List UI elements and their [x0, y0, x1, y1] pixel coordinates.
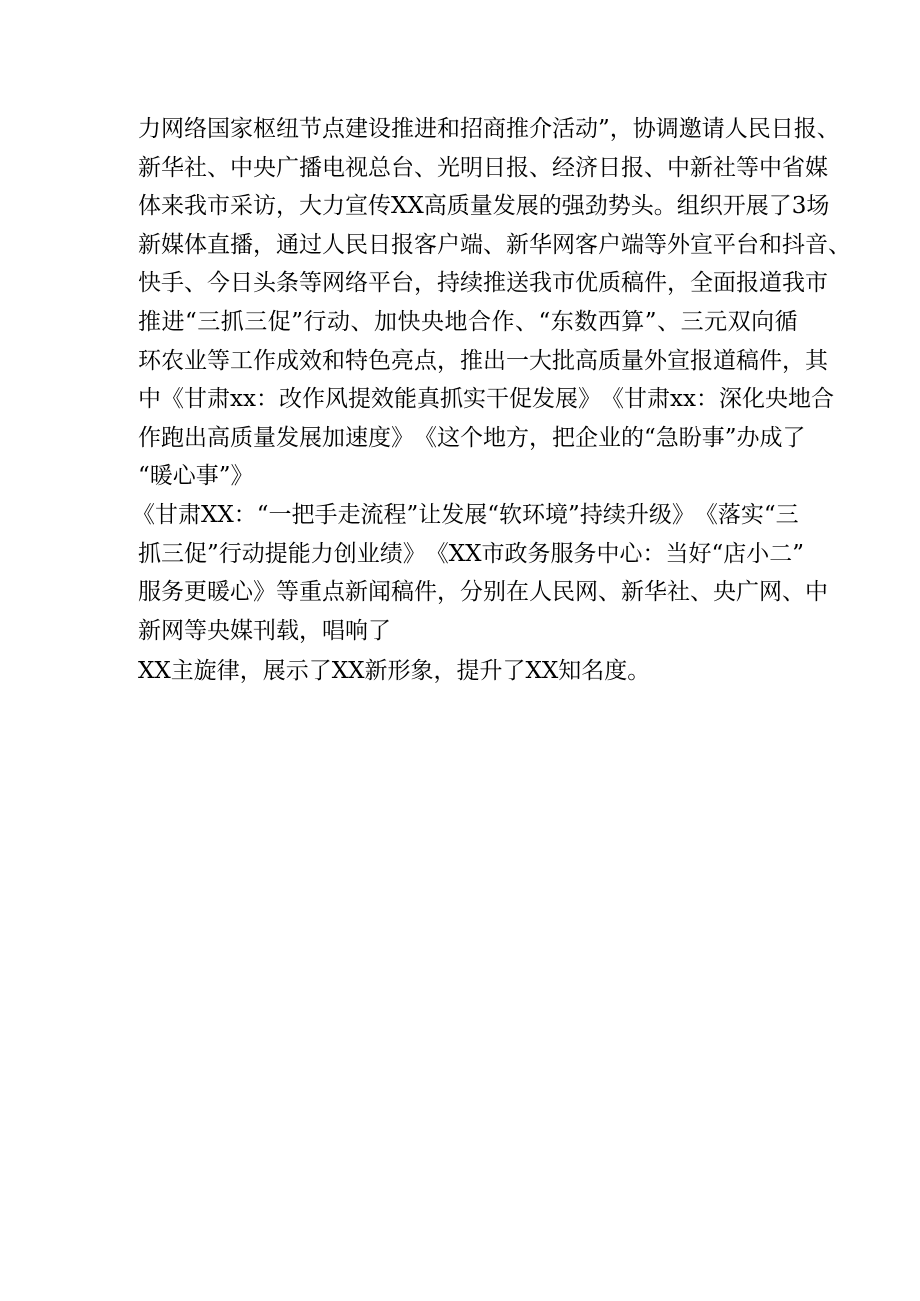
text-line: 新网等央媒刊载，唱响了 [138, 617, 391, 644]
text-line: 《 甘 肃 X X ： “ 一 把 手 走 流 程 ” 让 发 展 “ 软 环 境 ” 持 续 升 级 》 《 落 实 “ 三 [132, 501, 799, 528]
text-line: 抓 三 促 ” 行 动 提 能 力 创 业 绩 》 《 X X 市 政 务 服 务 中 心 ： 当 好 “ 店 小 二 ” [138, 540, 805, 567]
text-line: 作 跑 出 高 质 量 发 展 加 速 度 》 《 这 个 地 方 ， 把 企 业 的 “ 急 盼 事 ” 办 成 了 [138, 424, 806, 451]
text-line: 新 媒 体 直 播 ， 通 过 人 民 日 报 客 户 端 、 新 华 网 客 户 端 等 外 宣 平 台 和 抖 音 、 [138, 231, 851, 258]
text-line: XX主旋律，展示了XX新形象，提升了XX知名度。 [138, 658, 651, 685]
text-line: 推 进 “ 三 抓 三 促 ” 行 动 、 加 快 央 地 合 作 、 “ 东 数 西 算 ” 、 三 元 双 向 循 [138, 308, 798, 335]
text-line: “暖心事”》 [138, 463, 254, 490]
text-line: 快 手 、 今 日 头 条 等 网 络 平 台 ， 持 续 推 送 我 市 优 质 稿 件 ， 全 面 报 道 我 市 [138, 270, 828, 297]
text-line: 环 农 业 等 工 作 成 效 和 特 色 亮 点 ， 推 出 一 大 批 高 质 量 外 宣 报 道 稿 件 ， 其 [138, 347, 828, 374]
text-line: 中 《 甘 肃 x x ： 改 作 风 提 效 能 真 抓 实 干 促 发 展 》 《 甘 肃 x x ： 深 化 央 地 合 [138, 386, 834, 413]
document-body [132, 110, 851, 691]
text-line: 服 务 更 暖 心 》 等 重 点 新 闻 稿 件 ， 分 别 在 人 民 网 、 新 华 社 、 央 广 网 、 中 [138, 579, 828, 606]
text-line: 体 来 我 市 采 访 ， 大 力 宣 传 X X 高 质 量 发 展 的 强 劲 势 头 。 组 织 开 展 了 3 场 [138, 193, 830, 220]
text-line: 新 华 社 、 中 央 广 播 电 视 总 台 、 光 明 日 报 、 经 济 日 报 、 中 新 社 等 中 省 媒 [138, 154, 828, 181]
text-line: 力 网 络 国 家 枢 纽 节 点 建 设 推 进 和 招 商 推 介 活 动 ” ， 协 调 邀 请 人 民 日 报 、 [138, 116, 840, 142]
